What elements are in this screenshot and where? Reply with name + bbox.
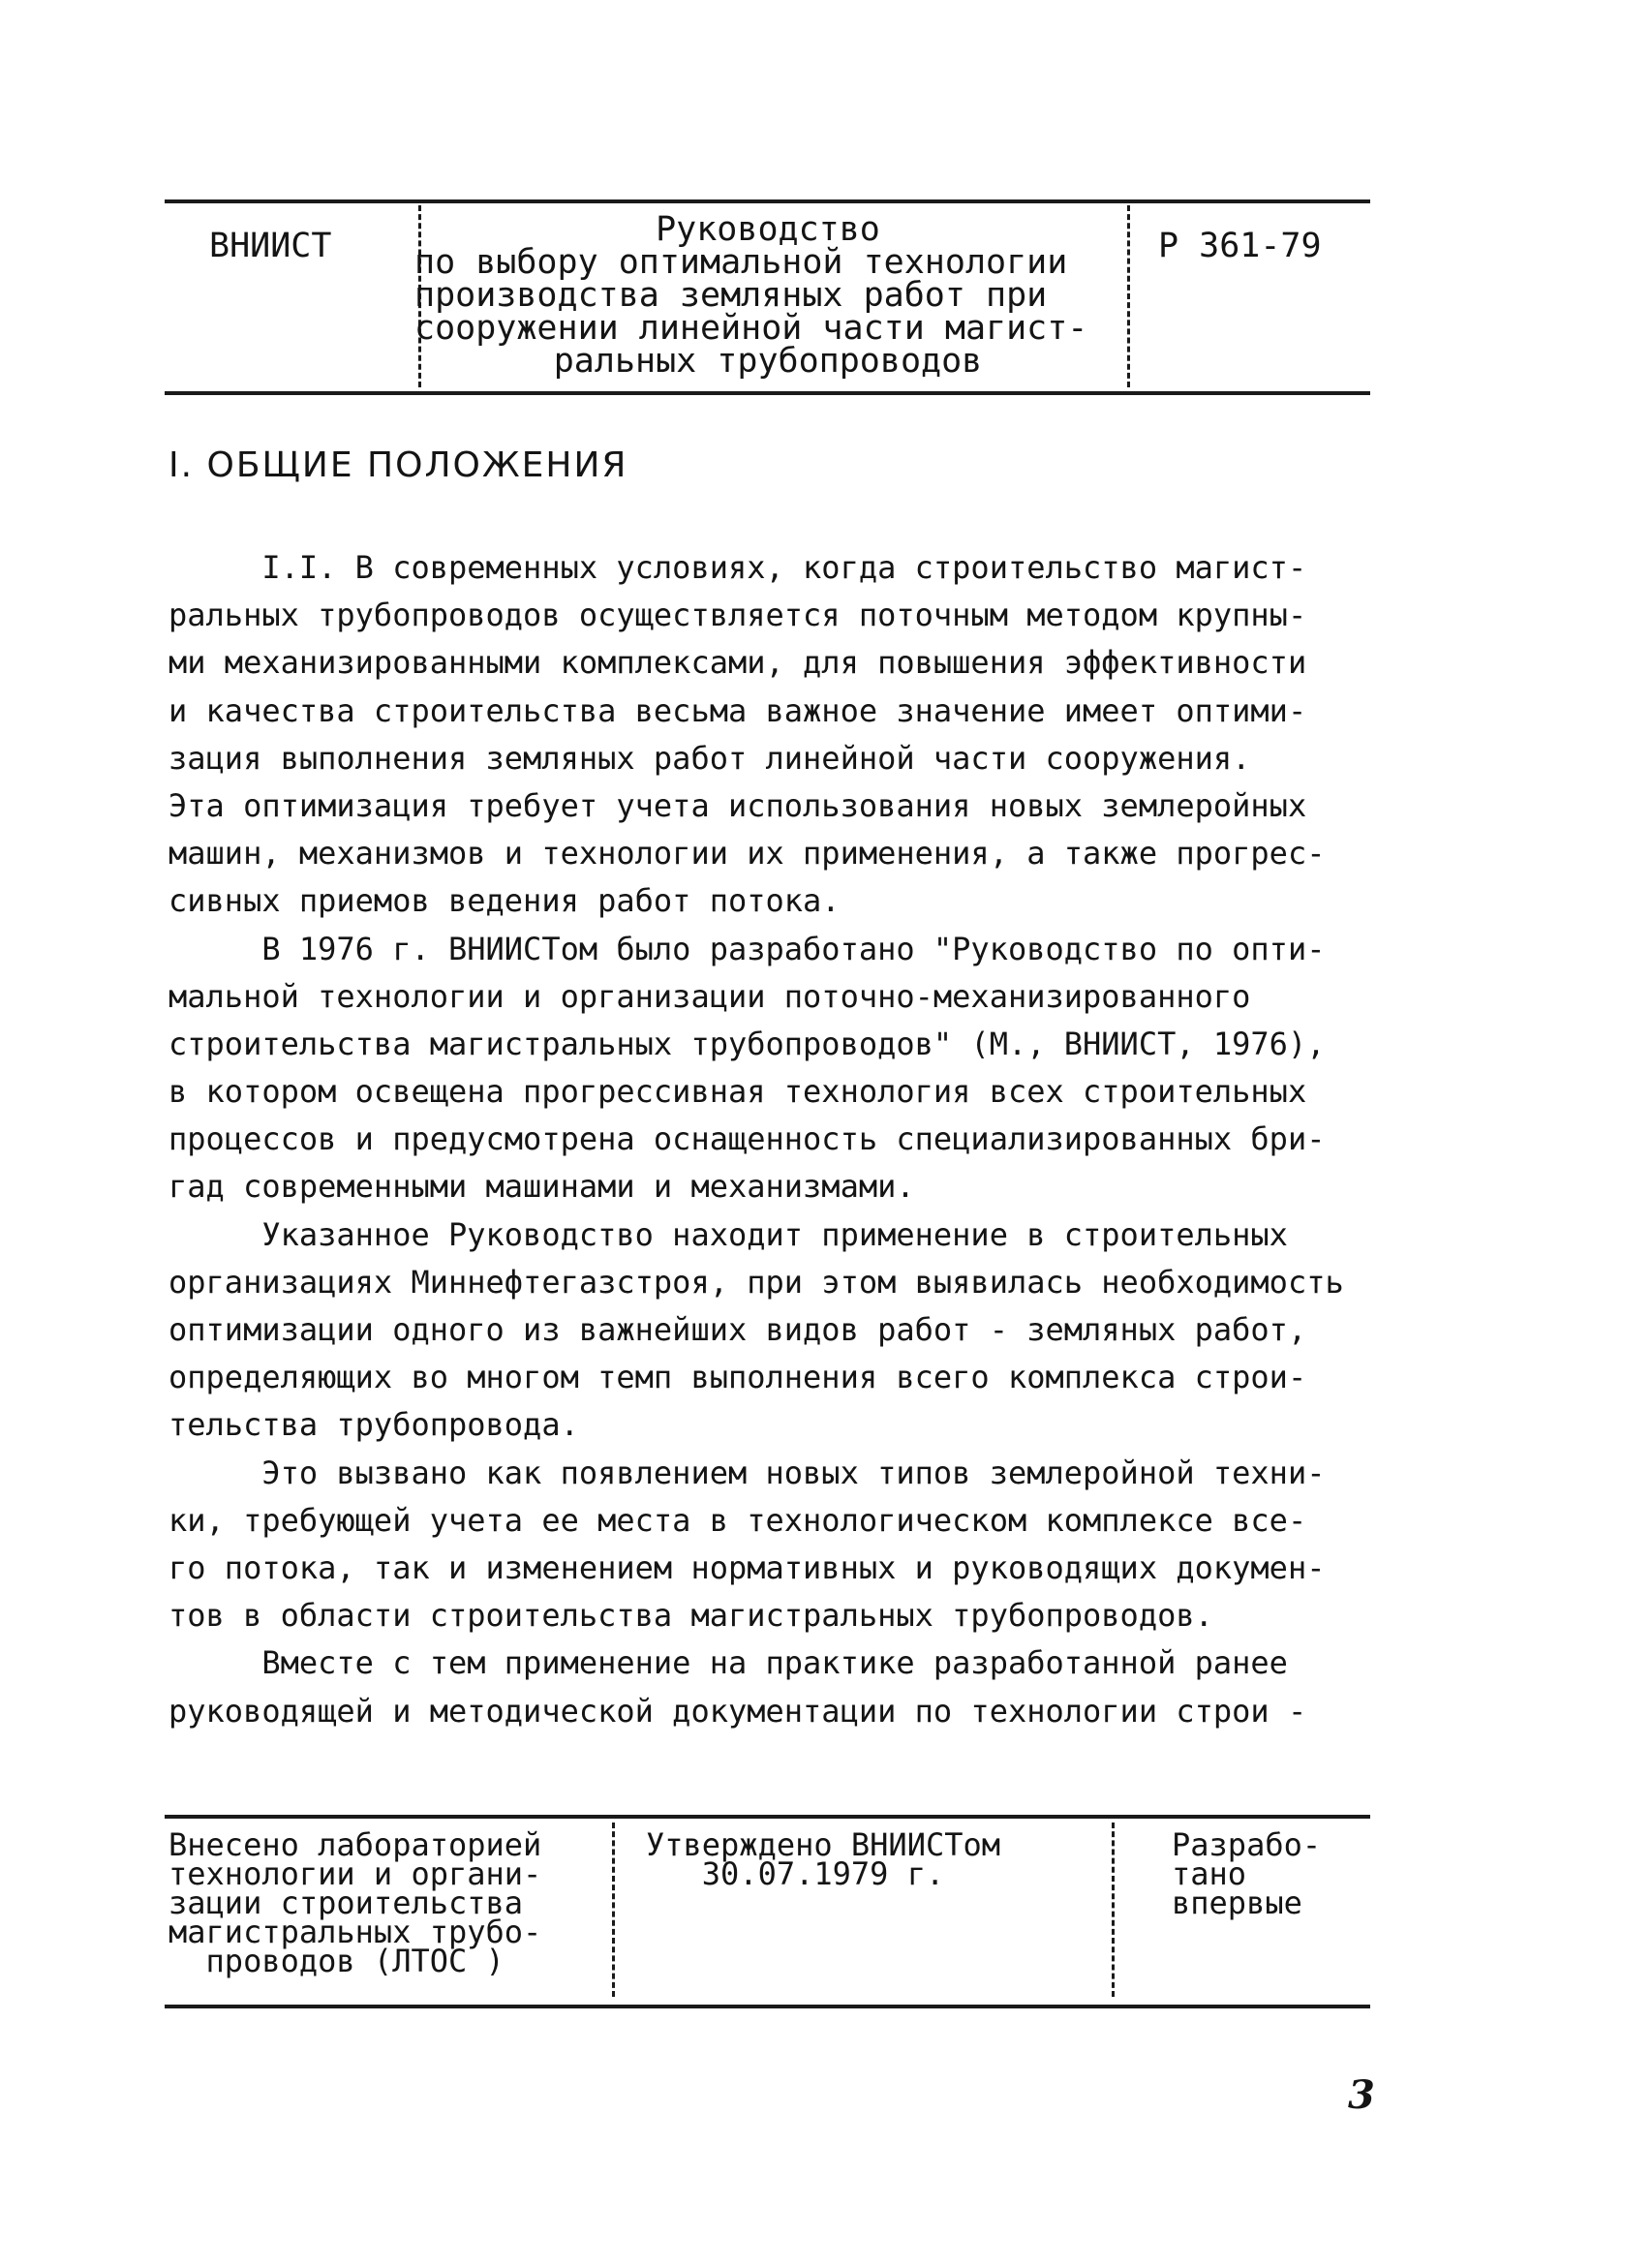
body-line: гад современными машинами и механизмами. <box>168 1168 915 1206</box>
footer-mid-line: Утверждено ВНИИСТом <box>645 1826 1001 1863</box>
body-line: мальной технологии и организации поточно-механизированного <box>168 977 1251 1015</box>
footer-right-line: впервые <box>1172 1884 1302 1921</box>
header-bottom-rule <box>165 391 1370 395</box>
body-line: В 1976 г. ВНИИСТом было разработано "Руководство по опти- <box>168 930 1326 967</box>
footer-developed <box>1172 1826 1322 1921</box>
body-line: процессов и предусмотрена оснащенность специализированных бри- <box>168 1120 1326 1158</box>
header-doc-code: Р 361-79 <box>1158 227 1322 265</box>
body-line: строительства магистральных трубопроводов" (М., ВНИИСТ, 1976), <box>168 1025 1326 1062</box>
footer-left-line: Внесено лабораторией <box>168 1826 542 1863</box>
body-line: руководящей и методической документации по технологии строи - <box>168 1692 1307 1730</box>
body-line: Эта оптимизация требует учета использования новых землеройных <box>168 786 1307 824</box>
header-org: ВНИИСТ <box>209 227 332 265</box>
footer-right-line: Разрабо- <box>1172 1826 1322 1863</box>
body-line: тельства трубопровода. <box>168 1406 579 1444</box>
body-text <box>168 544 1447 1735</box>
body-line: в котором освещена прогрессивная технология всех строительных <box>168 1073 1307 1111</box>
body-line: зация выполнения земляных работ линейной части сооружения. <box>168 739 1251 777</box>
footer-mid-line: 30.07.1979 г. <box>701 1855 945 1892</box>
header-divider-right <box>1127 205 1130 387</box>
footer-left-line: проводов (ЛТОС ) <box>168 1943 505 1979</box>
body-line: и качества строительства весьма важное значение имеет оптими- <box>168 691 1307 729</box>
header-title-line: ральных трубопроводов <box>553 342 983 381</box>
body-line: ми механизированными комплексами, для повышения эффективности <box>168 644 1307 682</box>
footer-right-line: тано <box>1172 1855 1247 1892</box>
section-heading: I. ОБЩИЕ ПОЛОЖЕНИЯ <box>168 445 628 485</box>
body-line: машин, механизмов и технологии их применения, а также прогрес- <box>168 835 1326 873</box>
header-title-line: производства земляных работ при <box>414 276 1048 315</box>
header-title <box>414 210 1121 381</box>
body-line: ральных трубопроводов осуществляется поточным методом крупны- <box>168 597 1307 634</box>
body-line: Это вызвано как появлением новых типов землеройной техни- <box>168 1454 1326 1491</box>
body-line: оптимизации одного из важнейших видов работ - земляных работ, <box>168 1311 1307 1348</box>
footer-left-line: зации строительства <box>168 1884 524 1921</box>
body-line: Вместе с тем применение на практике разработанной ранее <box>168 1644 1288 1682</box>
body-line: го потока, так и изменением нормативных и руководящих докумен- <box>168 1548 1326 1586</box>
footer-left-line: технологии и органи- <box>168 1855 542 1892</box>
footer-divider-right <box>1112 1823 1115 1997</box>
footer-introduced-by <box>168 1826 542 1979</box>
header-title-line: Руководство <box>656 210 880 249</box>
footer-top-rule <box>165 1815 1370 1819</box>
page-number: 3 <box>1348 2072 1375 2118</box>
header-title-line: по выбору оптимальной технологии <box>414 243 1068 282</box>
header-title-line: сооружении линейной части магист- <box>414 309 1088 348</box>
body-line: ки, требующей учета ее места в технологическом комплексе все- <box>168 1501 1307 1539</box>
body-line: организациях Миннефтегазстроя, при этом выявилась необходимость <box>168 1263 1344 1301</box>
body-line: сивных приемов ведения работ потока. <box>168 882 841 920</box>
body-line: Указанное Руководство находит применение в строительных <box>168 1215 1288 1253</box>
footer-approved <box>629 1826 1017 1892</box>
footer-left-line: магистральных трубо- <box>168 1914 542 1950</box>
body-line: тов в области строительства магистральных трубопроводов. <box>168 1597 1213 1635</box>
header-top-rule <box>165 199 1370 203</box>
body-line: I.I. В современных условиях, когда строительство магист- <box>168 549 1307 586</box>
footer-divider-left <box>612 1823 615 1997</box>
footer-bottom-rule <box>165 2005 1370 2008</box>
body-line: определяющих во многом темп выполнения всего комплекса строи- <box>168 1359 1307 1396</box>
